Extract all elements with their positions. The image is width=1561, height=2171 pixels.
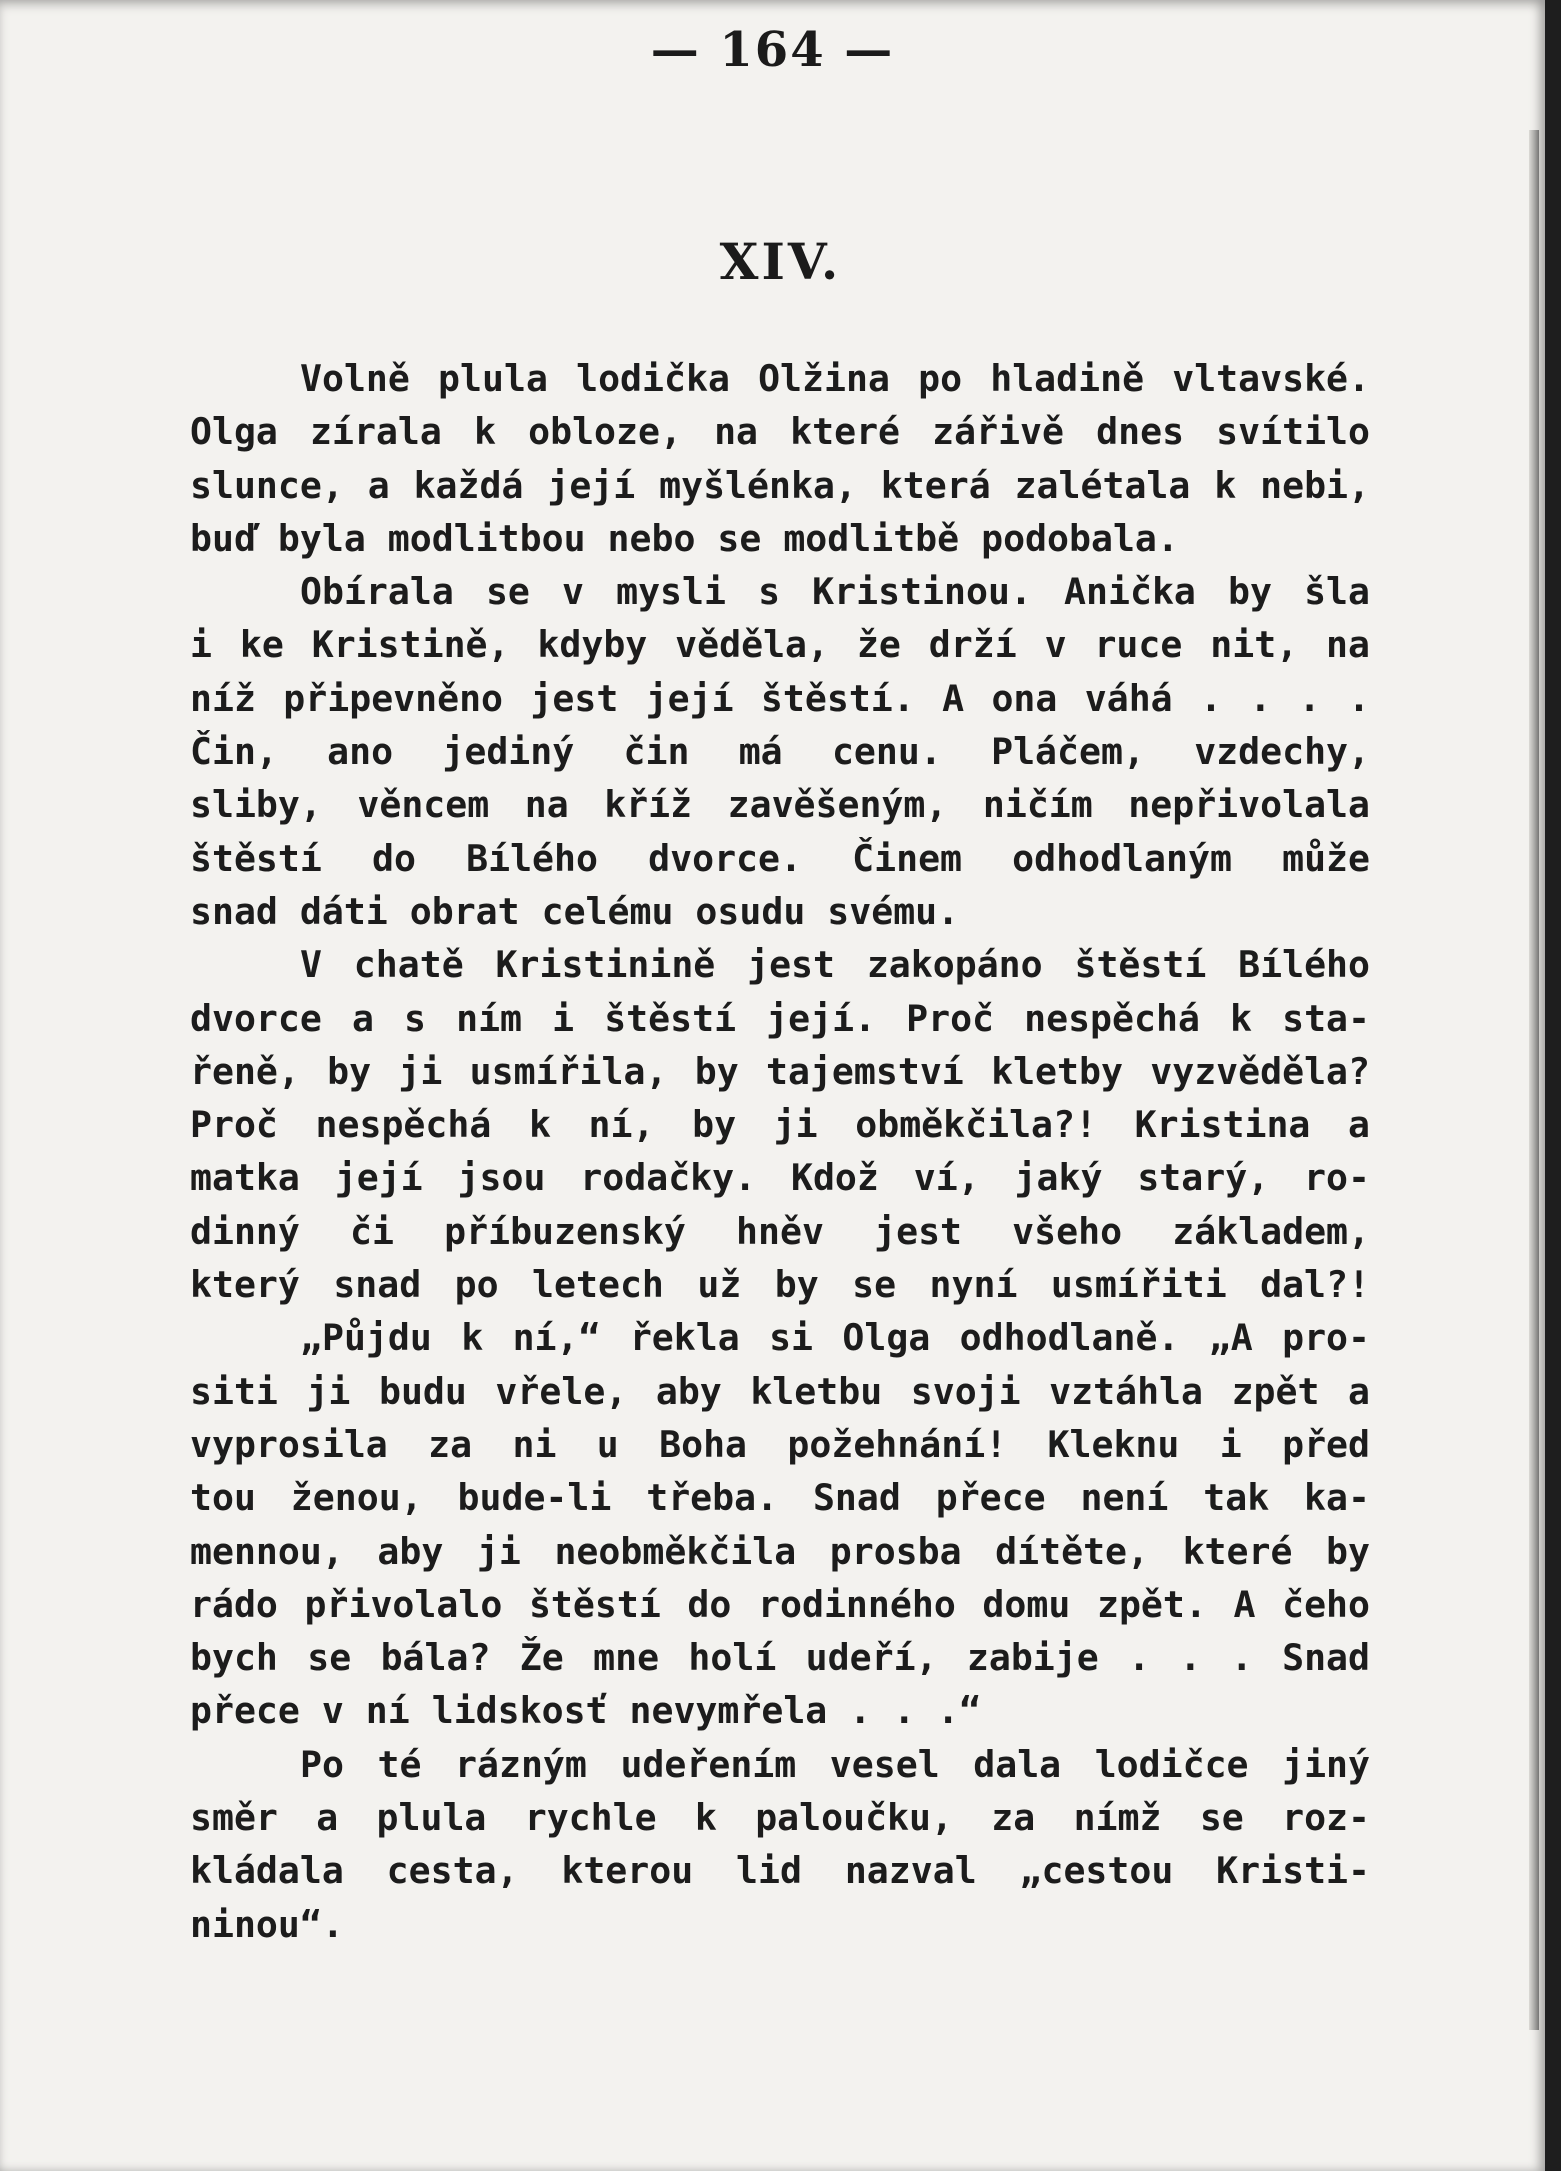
text-line: vyprosila za ni u Boha požehnání! Kleknu i před <box>190 1422 1370 1466</box>
text-line: níž připevněno jest její štěstí. A ona váhá . . . . <box>190 676 1370 720</box>
text-line: snad dáti obrat celému osudu svému. <box>190 889 960 933</box>
page-number: — 164 — <box>650 22 895 78</box>
text-line: štěstí do Bílého dvorce. Činem odhodlaným může <box>190 836 1370 880</box>
chapter-title: XIV. <box>719 232 842 291</box>
text-line: který snad po letech už by se nyní usmířiti dal?! <box>190 1263 1370 1307</box>
text-line: Čin, ano jediný čin má cenu. Pláčem, vzdechy, <box>190 730 1370 774</box>
text-line: buď byla modlitbou nebo se modlitbě podobala. <box>190 516 1179 560</box>
text-line: ninou“. <box>190 1902 344 1946</box>
text-line: přece v ní lidskosť nevymřela . . .“ <box>190 1689 982 1733</box>
text-line: Po té rázným udeřením vesel dala lodičce jiný <box>300 1742 1370 1786</box>
text-line: kládala cesta, kterou lid nazval „cestou Kristi- <box>190 1849 1370 1893</box>
text-line: slunce, a každá její myšlénka, která zalétala k nebi, <box>190 463 1370 507</box>
text-line: řeně, by ji usmířila, by tajemství kletby vyzvěděla? <box>190 1049 1370 1093</box>
text-line: dvorce a s ním i štěstí její. Proč nespěchá k sta- <box>190 996 1370 1040</box>
text-line: Olga zírala k obloze, na které zářivě dnes svítilo <box>190 410 1370 454</box>
text-line: Obírala se v mysli s Kristinou. Anička by šla <box>300 570 1370 614</box>
page-spine-shadow <box>1529 130 1539 2030</box>
text-line: i ke Kristině, kdyby věděla, že drží v ruce nit, na <box>190 623 1370 667</box>
text-line: siti ji budu vřele, aby kletbu svoji vztáhla zpět a <box>190 1369 1370 1413</box>
text-line: matka její jsou rodačky. Kdož ví, jaký starý, ro- <box>190 1156 1370 1200</box>
text-line: rádo přivolalo štěstí do rodinného domu zpět. A čeho <box>190 1582 1370 1626</box>
text-line: mennou, aby ji neobměkčila prosba dítěte, které by <box>190 1529 1370 1573</box>
text-line: tou ženou, bude-li třeba. Snad přece není tak ka- <box>190 1476 1370 1520</box>
body-text <box>190 352 1370 1951</box>
text-line: „Půjdu k ní,“ řekla si Olga odhodlaně. „A pro- <box>300 1316 1370 1360</box>
text-line: V chatě Kristinině jest zakopáno štěstí Bílého <box>300 943 1370 987</box>
text-line: bych se bála? Že mne holí udeří, zabije . . . Snad <box>190 1636 1370 1680</box>
text-line: Proč nespěchá k ní, by ji obměkčila?! Kristina a <box>190 1103 1370 1147</box>
text-line: sliby, věncem na kříž zavěšeným, ničím nepřivolala <box>190 783 1370 827</box>
text-line: Volně plula lodička Olžina po hladině vltavské. <box>300 357 1370 400</box>
text-line: směr a plula rychle k paloučku, za nímž se roz- <box>190 1796 1370 1840</box>
text-line: dinný či příbuzenský hněv jest všeho základem, <box>190 1209 1370 1253</box>
